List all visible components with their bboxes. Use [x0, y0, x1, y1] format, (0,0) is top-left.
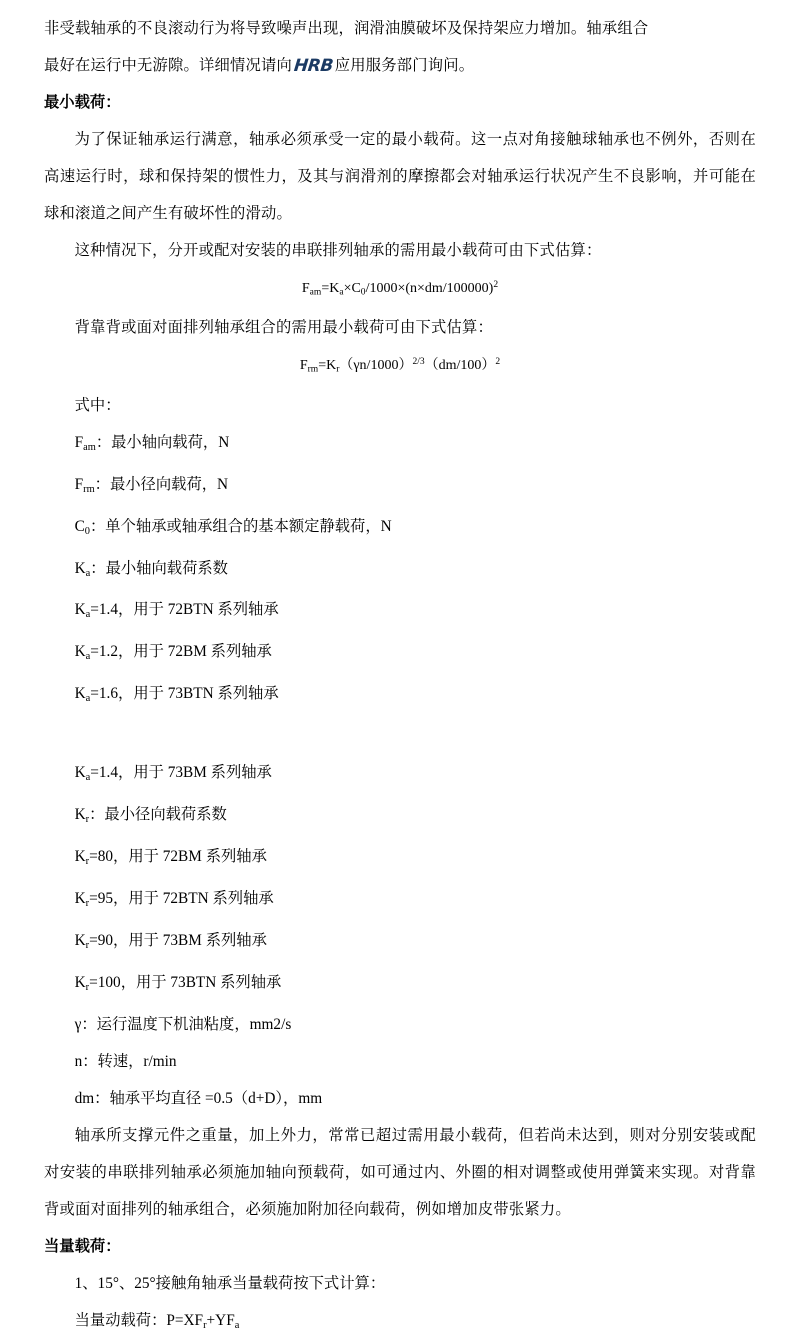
min-load-paragraph-1: 为了保证轴承运行满意，轴承必须承受一定的最小载荷。这一点对角接触球轴承也不例外，否则在高速运行时，球和保持架的惯性力，及其与润滑剂的摩擦都会对轴承运行状况产生不良影响，并可能在球和滚道之间产生有破坏性的滑动。: [44, 131, 756, 222]
definition-fam: $F_{am}$：最小轴向载荷，N: [74, 433, 230, 453]
definition-n: n：转速，r/min: [74, 1052, 177, 1070]
equivalent-load-line-1: 1、15°、25°接触角轴承当量载荷按下式计算：: [74, 1274, 386, 1292]
intro-line-1: 非受载轴承的不良滚动行为将导致噪声出现，润滑油膜破坏及保持架应力增加。轴承组合: [44, 20, 649, 37]
definition-ka: $K_a$：最小轴向载荷系数: [74, 559, 228, 579]
kr-value-1: $K_r=80$，用于 72BM 系列轴承: [74, 847, 267, 867]
intro-line-2: [44, 47, 756, 84]
formula-axial-min-load: $F_{am}=K_a\times C_0/1000\times(n\times dm/100000)^2$: [301, 280, 499, 298]
heading-minimum-load: 最小载荷：: [44, 94, 121, 111]
hrb-logo: HRB: [292, 56, 334, 76]
definition-gamma: γ：运行温度下机油粘度，mm2/s: [74, 1015, 292, 1033]
formula-radial-min-load: $F_{rm}=K_r(\gamma n/1000)^{2/3}(dm/100)^2$: [299, 357, 501, 375]
intro-line-2-text-after: 应用服务部门询问。: [334, 57, 475, 74]
kr-value-4: $K_r=100$，用于 73BTN 系列轴承: [74, 973, 282, 993]
intro-line-2-text-before: 最好在运行中无游隙。详细情况请向: [44, 57, 292, 74]
definition-frm: $F_{rm}$：最小径向载荷，N: [74, 475, 229, 495]
ka-value-4: $K_a=1.4$，用于 73BM 系列轴承: [74, 764, 272, 784]
definition-c0: $C_0$：单个轴承或轴承组合的基本额定静载荷，N: [74, 517, 392, 537]
min-load-paragraph-2: 这种情况下，分开或配对安装的串联排列轴承的需用最小载荷可由下式估算：: [74, 242, 602, 259]
ka-value-1: $K_a=1.4$，用于 72BTN 系列轴承: [74, 601, 279, 621]
definition-dm: dm：轴承平均直径 =0.5（d+D），mm: [74, 1089, 323, 1107]
where-label: 式中：: [74, 396, 121, 414]
ka-value-2: $K_a=1.2$，用于 72BM 系列轴承: [74, 643, 272, 663]
heading-equivalent-load: 当量载荷：: [44, 1237, 121, 1255]
spacer-line: [44, 717, 756, 754]
min-load-paragraph-3: 背靠背或面对面排列轴承组合的需用最小载荷可由下式估算：: [74, 319, 494, 337]
definition-kr: $K_r$：最小径向载荷系数: [74, 806, 227, 825]
equivalent-load-line-2: 当量动载荷：$P=XF_r+YF_a$: [74, 1311, 240, 1331]
kr-value-3: $K_r=90$，用于 73BM 系列轴承: [74, 931, 267, 951]
closing-paragraph: 轴承所支撑元件之重量，加上外力，常常已超过需用最小载荷，但若尚未达到，则对分别安装或配对安装的串联排列轴承必须施加轴向预载荷，如可通过内、外圈的相对调整或使用弹簧来实现。对背靠背或面对面排列的轴承组合，必须施加附加径向载荷，例如增加皮带张紧力。: [44, 1126, 756, 1218]
ka-value-3: $K_a=1.6$，用于 73BTN 系列轴承: [74, 685, 279, 705]
kr-value-2: $K_r=95$，用于 72BTN 系列轴承: [74, 889, 274, 909]
